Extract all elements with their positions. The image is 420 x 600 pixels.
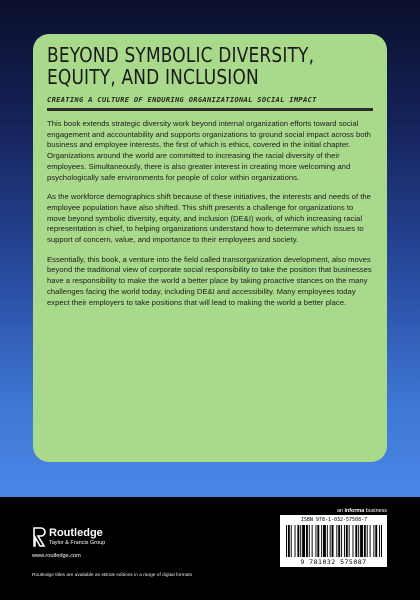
informa-prefix: an — [336, 508, 345, 514]
barcode-stripe — [336, 525, 337, 557]
barcode-stripe — [306, 525, 308, 557]
publisher-website: www.routledge.com — [32, 553, 81, 559]
barcode-stripe — [338, 525, 340, 557]
barcode-stripe — [288, 525, 290, 557]
barcode-bars — [286, 525, 382, 557]
barcode-stripe — [300, 525, 301, 557]
barcode-stripe — [317, 525, 319, 557]
barcode-stripe — [309, 525, 310, 557]
barcode-stripe — [315, 525, 316, 557]
title-divider — [47, 108, 373, 111]
barcode-stripe — [330, 525, 331, 557]
description-paragraph-1: This book extends strategic diversity work beyond internal organization efforts toward social engagement and accountability and supports organizations to ground social impact across both business and employee interests, the first of which is ethics, covered in the initial chapter. Organizations around the world are committed to increasing the racial diversity of their employees. Simultaneously, there is also greater interest in creating more welcoming and psychologically safe environments for people of color within organizations. — [47, 119, 371, 182]
book-subtitle: CREATING A CULTURE OF ENDURING ORGANIZATIONAL SOCIAL IMPACT — [47, 95, 317, 104]
barcode-stripe — [291, 525, 292, 557]
description-paragraph-2: As the workforce demographics shift because of these initiatives, the interests and needs of the employee population have also shifted. This shift presents a challenge for organizations to move beyond symbolic diversity, equity, and inclusion (DE&I) work, of which increasing racial representation is chief, to helping organizations understand how to determine which issues to support of concern, value, and importance to their employees and society. — [47, 192, 371, 245]
publisher-group: Taylor & Francis Group — [49, 540, 106, 546]
barcode-stripe — [344, 525, 345, 557]
book-title-line-1: BEYOND SYMBOLIC DIVERSITY, — [47, 43, 315, 67]
isbn-text: ISBN 978-1-032-57508-7 — [300, 517, 368, 523]
barcode-stripe — [295, 525, 296, 557]
barcode-stripe — [323, 525, 326, 557]
description-paragraph-3: Essentially, this book, a venture into the field called transorganization development, also moves beyond the traditional view of corporate social responsibility to take the position that businesses have a responsibility to make the world a better place by taking proactive stances on the many challenges facing the world today, including DE&I and accessibility. Many employees today expect their employers to take positions that will lead to making the world a better place. — [47, 254, 372, 307]
book-title — [47, 44, 378, 88]
barcode-stripe — [346, 525, 348, 557]
informa-tagline — [337, 508, 387, 514]
barcode-stripe — [332, 525, 334, 557]
book-description — [47, 119, 373, 308]
barcode-stripe — [349, 525, 350, 557]
barcode-stripe — [286, 525, 287, 557]
barcode-stripe — [381, 525, 382, 557]
barcode-stripe — [375, 525, 377, 557]
barcode — [280, 515, 387, 567]
routledge-logo-icon — [32, 527, 46, 547]
informa-suffix: business — [364, 508, 387, 514]
book-title-line-2: EQUITY, AND INCLUSION — [47, 65, 259, 89]
barcode-stripe — [321, 525, 322, 557]
informa-brand: informa — [344, 508, 365, 514]
barcode-digits: 9 781032 575087 — [300, 558, 367, 566]
barcode-stripe — [355, 525, 357, 557]
ebook-note: Routledge titles are available as eBook editions in a range of digital formats — [32, 573, 192, 578]
barcode-stripe — [341, 525, 342, 557]
barcode-stripe — [297, 525, 299, 557]
barcode-stripe — [302, 525, 305, 557]
barcode-stripe — [327, 525, 328, 557]
barcode-stripe — [373, 525, 374, 557]
barcode-stripe — [353, 525, 354, 557]
barcode-stripe — [364, 525, 366, 557]
barcode-stripe — [312, 525, 313, 557]
barcode-stripe — [358, 525, 359, 557]
barcode-stripe — [367, 525, 368, 557]
publisher-name: Routledge — [49, 527, 103, 539]
barcode-stripe — [360, 525, 363, 557]
barcode-stripe — [379, 525, 380, 557]
description-panel — [33, 34, 387, 462]
barcode-stripe — [370, 525, 371, 557]
